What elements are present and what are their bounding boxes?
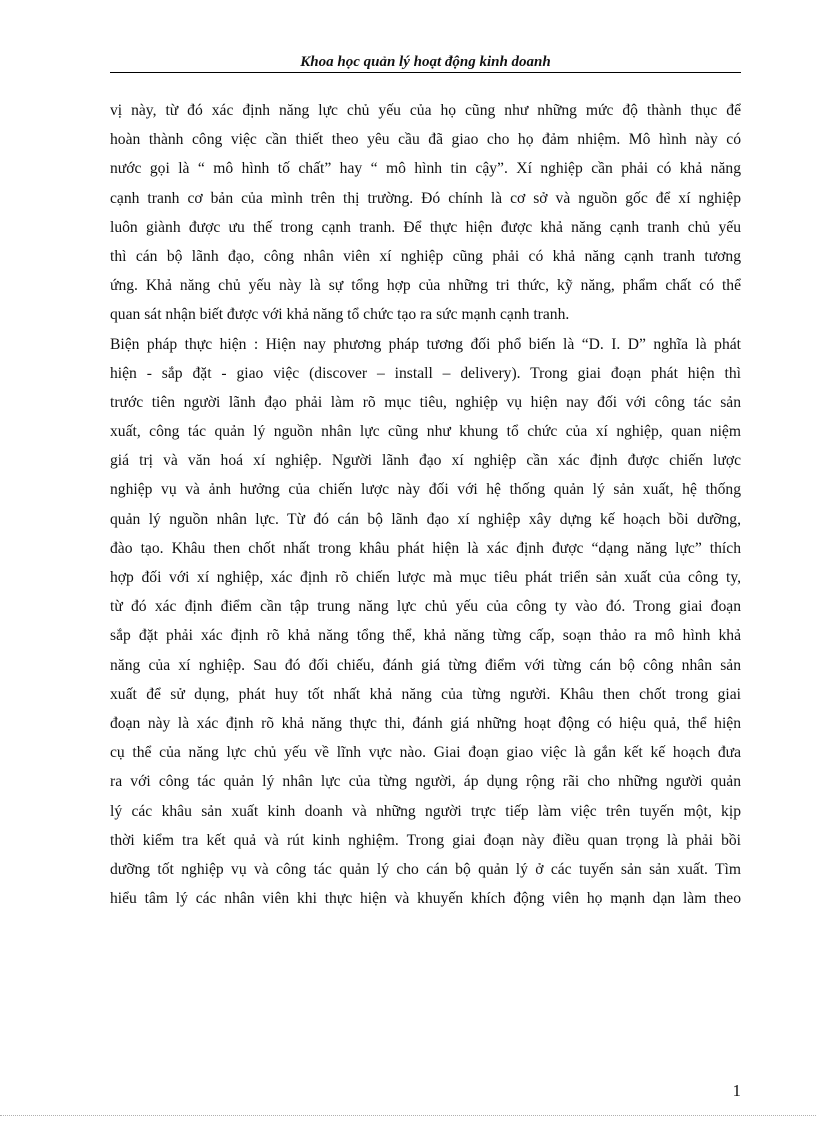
text-line: quản lý nguồn nhân lực. Từ đó cán bộ lãnh đạo xí nghiệp xây dựng kế hoạch bồi dưỡng,	[110, 510, 741, 528]
text-line: xuất, công tác quản lý nguồn nhân lực cũng như khung tổ chức của xí nghiệp, quan niệm	[110, 423, 741, 441]
text-line: quan sát nhận biết được với khả năng tổ chức tạo ra sức mạnh cạnh tranh.	[110, 306, 570, 324]
text-line: cạnh tranh cơ bản của mình trên thị trường. Đó chính là cơ sở và nguồn gốc để xí nghiệp	[110, 189, 741, 207]
text-line: đào tạo. Khâu then chốt nhất trong khâu phát hiện là xác định được “dạng năng lực” thích	[110, 539, 741, 557]
text-line: xuất để sử dụng, phát huy tốt nhất khả năng của từng người. Khâu then chốt trong giai	[110, 685, 741, 703]
body-text	[110, 96, 741, 913]
text-line: ra với công tác quản lý nhân lực của từng người, áp dụng rộng rãi cho những người quản	[110, 773, 741, 791]
text-line: nghiệp vụ và ảnh hưởng của chiến lược này đối với hệ thống quản lý sản xuất, hệ thống	[110, 481, 741, 499]
text-line: hợp đối với xí nghiệp, xác định rõ chiến lược mà mục tiêu phát triển sản xuất của công ty,	[110, 569, 741, 586]
page-number: 1	[732, 1081, 741, 1100]
text-line: giá trị và văn hoá xí nghiệp. Người lãnh đạo xí nghiệp cần xác định được chiến lược	[110, 452, 741, 470]
text-line: luôn giành được ưu thế trong cạnh tranh. Để thực hiện được khả năng cạnh tranh chủ yếu	[110, 218, 741, 236]
text-line: cụ thể của năng lực chủ yếu về lĩnh vực nào. Giai đoạn giao việc là gắn kết kế hoạch đưa	[110, 744, 741, 762]
text-line: thì cán bộ lãnh đạo, công nhân viên xí nghiệp cũng phải có khả năng cạnh tranh tương	[110, 247, 741, 265]
text-line: hoàn thành công việc cần thiết theo yêu cầu đã giao cho họ đảm nhiệm. Mô hình này có	[110, 131, 741, 149]
text-line: thời kiểm tra kết quả và rút kinh nghiệm. Trong giai đoạn này điều quan trọng là phải bồi	[110, 831, 741, 849]
text-line: hiện - sắp đặt - giao việc (discover – install – delivery). Trong giai đoạn phát hiện thì	[110, 364, 741, 382]
text-line: Biện pháp thực hiện : Hiện nay phương pháp tương đối phổ biến là “D. I. D” nghĩa là phát	[110, 335, 741, 353]
header-divider	[110, 72, 741, 73]
text-line: vị này, từ đó xác định năng lực chủ yếu của họ cũng như những mức độ thành thục để	[110, 102, 741, 119]
text-line: từ đó xác định điểm cần tập trung năng lực chủ yếu của công ty vào đó. Trong giai đoạn	[110, 598, 741, 616]
text-line: lý các khâu sản xuất kinh doanh và những người trực tiếp làm việc trên tuyến một, kịp	[110, 802, 741, 820]
text-line: ứng. Khả năng chủ yếu này là sự tổng hợp của những tri thức, kỹ năng, phẩm chất có thể	[110, 277, 741, 295]
page-boundary-divider	[0, 1115, 816, 1116]
text-line: đoạn này là xác định rõ khả năng thực thi, đánh giá những hoạt động có hiệu quả, thể hiện	[110, 714, 741, 732]
text-line: hiểu tâm lý các nhân viên khi thực hiện và khuyến khích động viên họ mạnh dạn làm theo	[110, 890, 741, 908]
text-line: sắp đặt phải xác định rõ khả năng tổng thể, khả năng từng cấp, soạn thảo ra mô hình khả	[110, 627, 741, 645]
text-line: nước gọi là “ mô hình tố chất” hay “ mô hình tin cậy”. Xí nghiệp cần phải có khả năng	[110, 160, 741, 178]
running-header: Khoa học quản lý hoạt động kinh doanh	[300, 54, 551, 70]
text-line: dưỡng tốt nghiệp vụ và công tác quản lý cho cán bộ quản lý ở các tuyến sản sản xuất. Tìm	[110, 860, 741, 878]
text-line: trước tiên người lãnh đạo phải làm rõ mục tiêu, nghiệp vụ hiện nay đối với công tác sản	[110, 393, 741, 411]
text-line: năng của xí nghiệp. Sau đó đối chiếu, đánh giá từng điểm với từng cán bộ công nhân sản	[110, 656, 741, 674]
